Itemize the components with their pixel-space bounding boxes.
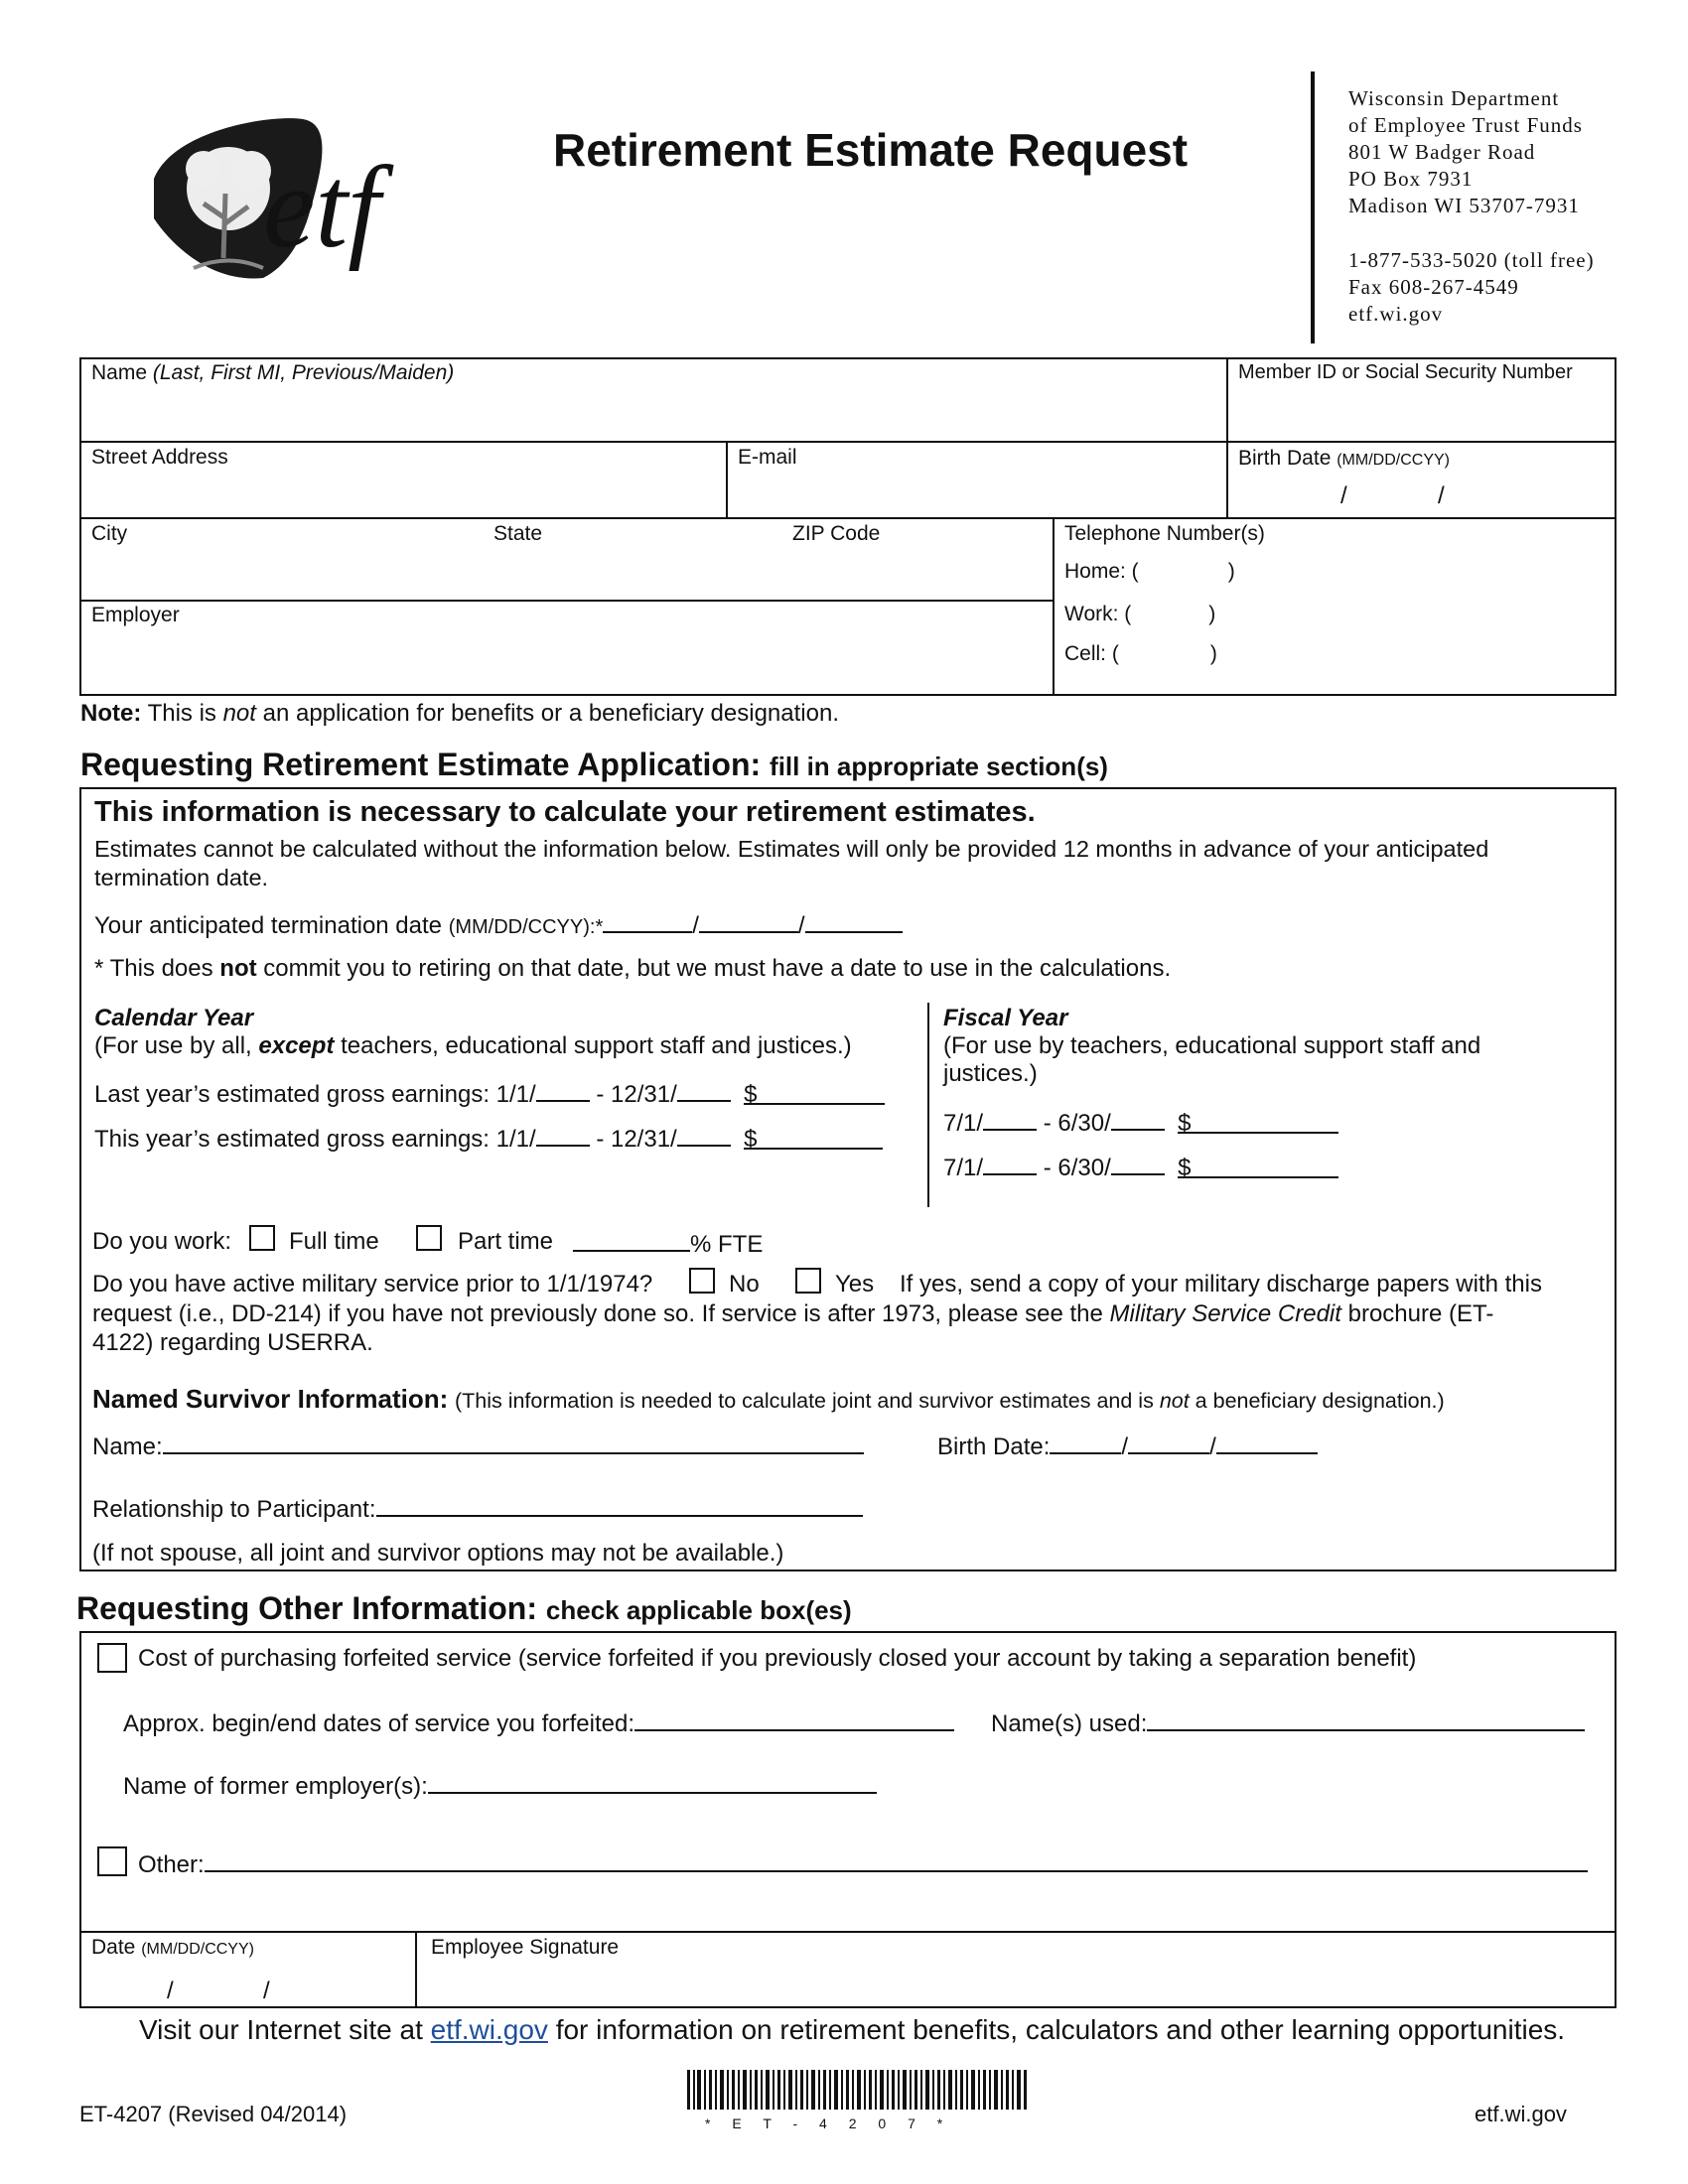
name-field[interactable]: Name (Last, First MI, Previous/Maiden) xyxy=(91,361,455,384)
agency-contact: 1-877-533-5020 (toll free) Fax 608-267-4549 etf.wi.gov xyxy=(1348,248,1595,326)
calendar-year-title: Calendar Year xyxy=(94,1005,254,1031)
military-note-2: request (i.e., DD-214) if you have not previously done so. If service is after 1973, please see the Military Service Credit brochure (ET- xyxy=(92,1300,1494,1327)
termination-date-field[interactable]: Your anticipated termination date (MM/DD/CCYY):* / / xyxy=(94,909,903,940)
names-used-field[interactable]: Name(s) used: xyxy=(991,1707,1585,1738)
city-field[interactable]: City xyxy=(91,522,128,545)
fiscal-year-sub1: (For use by teachers, educational support staff and xyxy=(943,1032,1481,1059)
calendar-year-sub: (For use by all, except teachers, educational support staff and justices.) xyxy=(94,1032,852,1059)
military-yes-label: Yes xyxy=(835,1271,875,1297)
fiscal-year-sub2: justices.) xyxy=(943,1060,1038,1087)
spouse-note: (If not spouse, all joint and survivor options may not be available.) xyxy=(92,1540,784,1567)
this-year-earnings-field[interactable]: This year’s estimated gross earnings: 1/1/ - 12/31/ $ xyxy=(94,1123,883,1154)
estimate-intro-line1: Estimates cannot be calculated without the information below. Estimates will only be provided 12 months in advance of your anticipated xyxy=(94,836,1489,862)
work-question: Do you work: xyxy=(92,1228,232,1255)
footer-site: etf.wi.gov xyxy=(1475,2102,1567,2126)
form-title: Retirement Estimate Request xyxy=(553,124,1189,176)
email-field[interactable]: E-mail xyxy=(738,446,797,469)
birth-date-field[interactable]: Birth Date (MM/DD/CCYY) xyxy=(1238,447,1450,470)
military-no-checkbox[interactable] xyxy=(689,1268,715,1294)
zip-field[interactable]: ZIP Code xyxy=(792,522,881,545)
other-field[interactable]: Other: xyxy=(138,1848,1588,1879)
military-yes-checkbox[interactable] xyxy=(795,1268,821,1294)
fiscal-earnings-2[interactable]: 7/1/ - 6/30/ $ xyxy=(943,1152,1338,1182)
work-phone-field[interactable]: Work: ( ) xyxy=(1064,603,1216,625)
estimate-heading: Requesting Retirement Estimate Application: fill in appropriate section(s) xyxy=(80,747,1108,782)
street-address-field[interactable]: Street Address xyxy=(91,446,228,469)
full-time-label: Full time xyxy=(289,1228,379,1255)
other-heading: Requesting Other Information: check applicable box(es) xyxy=(76,1590,852,1626)
survivor-heading: Named Survivor Information: (This information is needed to calculate joint and survivor estimates and is not a beneficiary designation.) xyxy=(92,1384,1445,1414)
fiscal-earnings-1[interactable]: 7/1/ - 6/30/ $ xyxy=(943,1107,1338,1138)
year-divider xyxy=(927,1003,929,1207)
member-id-field[interactable]: Member ID or Social Security Number xyxy=(1238,361,1573,383)
other-info-box xyxy=(79,1631,1617,2008)
cell-phone-field[interactable]: Cell: ( ) xyxy=(1064,642,1217,665)
military-note-1: If yes, send a copy of your military discharge papers with this xyxy=(900,1271,1542,1297)
state-field[interactable]: State xyxy=(493,522,543,545)
survivor-birth-date-field[interactable]: Birth Date: / / xyxy=(937,1431,1318,1461)
military-no-label: No xyxy=(729,1271,760,1297)
estimate-intro-line2: termination date. xyxy=(94,865,269,890)
fte-field[interactable]: % FTE xyxy=(573,1228,763,1259)
part-time-label: Part time xyxy=(458,1228,554,1255)
employer-field[interactable]: Employer xyxy=(91,604,180,626)
estimate-intro-heading: This information is necessary to calculate your retirement estimates. xyxy=(94,796,1036,828)
note-text: Note: This is not an application for benefits or a beneficiary designation. xyxy=(80,700,839,727)
agency-address: Wisconsin Department of Employee Trust Funds 801 W Badger Road PO Box 7931 Madison WI 53707-7931 xyxy=(1348,86,1583,217)
forfeited-service-label: Cost of purchasing forfeited service (service forfeited if you previously closed your account by taking a separation benefit) xyxy=(138,1645,1417,1672)
military-question: Do you have active military service prior to 1/1/1974? xyxy=(92,1271,653,1297)
logo-text: etf xyxy=(263,142,380,272)
barcode-text: * E T - 4 2 0 7 * xyxy=(705,2116,952,2131)
form-id: ET-4207 (Revised 04/2014) xyxy=(79,2102,348,2126)
full-time-checkbox[interactable] xyxy=(249,1225,275,1251)
visit-website-text: Visit our Internet site at etf.wi.gov for information on retirement benefits, calculators and other learning opportunities. xyxy=(139,2014,1566,2045)
part-time-checkbox[interactable] xyxy=(416,1225,442,1251)
former-employer-field[interactable]: Name of former employer(s): xyxy=(123,1770,877,1801)
employee-signature-field[interactable]: Employee Signature xyxy=(431,1936,620,1959)
home-phone-field[interactable]: Home: ( ) xyxy=(1064,560,1235,583)
asterisk-note: * This does not commit you to retiring on that date, but we must have a date to use in the calculations. xyxy=(94,955,1172,982)
military-note-3: 4122) regarding USERRA. xyxy=(92,1329,373,1356)
fiscal-year-title: Fiscal Year xyxy=(943,1005,1068,1031)
forfeited-service-checkbox[interactable] xyxy=(97,1643,127,1673)
etf-logo xyxy=(134,109,442,313)
other-checkbox[interactable] xyxy=(97,1846,127,1876)
relationship-field[interactable]: Relationship to Participant: xyxy=(92,1493,863,1524)
signature-date-field[interactable]: Date (MM/DD/CCYY) xyxy=(91,1936,254,1959)
header-divider xyxy=(1311,71,1315,343)
phone-label: Telephone Number(s) xyxy=(1064,522,1265,545)
last-year-earnings-field[interactable]: Last year’s estimated gross earnings: 1/1/ - 12/31/ $ xyxy=(94,1078,885,1109)
barcode xyxy=(687,2070,1030,2117)
survivor-name-field[interactable]: Name: xyxy=(92,1431,864,1461)
website-link[interactable]: etf.wi.gov xyxy=(430,2014,548,2045)
forfeited-dates-field[interactable]: Approx. begin/end dates of service you forfeited: xyxy=(123,1707,954,1738)
